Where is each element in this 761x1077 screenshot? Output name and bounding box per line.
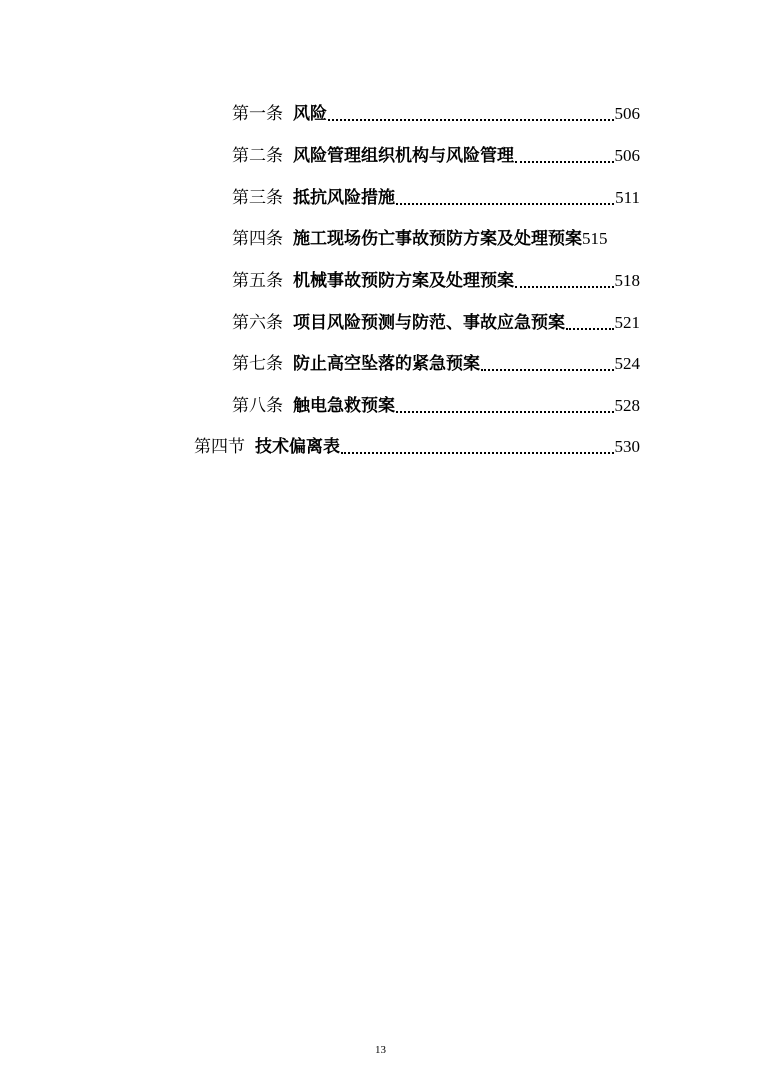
toc-entry-title: 施工现场伤亡事故预防方案及处理预案 (293, 229, 582, 249)
toc-entry-page: 506 (614, 104, 640, 123)
toc-entry-number: 第一条 (232, 104, 283, 124)
toc-entry-title: 防止高空坠落的紧急预案 (293, 354, 480, 374)
toc-entry-page: 528 (614, 396, 640, 415)
toc-entry-number: 第四节 (194, 437, 245, 457)
toc-dot-leader (396, 411, 614, 413)
toc-entry[interactable] (232, 179, 640, 209)
toc-entry-title: 触电急救预案 (293, 396, 395, 416)
toc-entry[interactable] (232, 262, 640, 292)
toc-entry[interactable] (232, 220, 640, 250)
page-number: 13 (375, 1044, 386, 1056)
toc-entry-number: 第二条 (232, 146, 283, 166)
toc-dot-leader (515, 161, 614, 163)
toc-entry-number: 第五条 (232, 271, 283, 291)
toc-entry-number: 第六条 (232, 313, 283, 333)
toc-entry-page: 515 (582, 229, 608, 248)
toc-entry-title: 项目风险预测与防范、事故应急预案 (293, 313, 565, 333)
toc-dot-leader (341, 452, 614, 454)
toc-entry-page: 506 (614, 146, 640, 165)
toc-dot-leader (566, 328, 614, 330)
toc-entry[interactable] (232, 137, 640, 167)
toc-entry[interactable] (232, 345, 640, 375)
toc-dot-leader (481, 369, 614, 371)
toc-entry-title: 技术偏离表 (255, 437, 340, 457)
toc-entry-title: 风险管理组织机构与风险管理 (293, 146, 514, 166)
toc-entry-number: 第四条 (232, 229, 283, 249)
toc-dot-leader (396, 203, 614, 205)
toc-dot-leader (515, 286, 614, 288)
toc-entry-number: 第三条 (232, 188, 283, 208)
toc-entry[interactable] (232, 304, 640, 334)
toc-entry-page: 524 (614, 354, 640, 373)
toc-entry-page: 521 (614, 313, 640, 332)
toc-dot-leader (328, 119, 614, 121)
toc-entry-title: 风险 (293, 104, 327, 124)
toc-entry-number: 第八条 (232, 396, 283, 416)
toc-entry-page: 518 (614, 271, 640, 290)
toc-entry-number: 第七条 (232, 354, 283, 374)
toc-entry-page: 530 (614, 437, 640, 456)
toc-entry[interactable] (232, 387, 640, 417)
toc-entry[interactable] (232, 95, 640, 125)
toc-entry-title: 抵抗风险措施 (293, 188, 395, 208)
toc-entry-title: 机械事故预防方案及处理预案 (293, 271, 514, 291)
toc-entry-page: 511 (615, 188, 640, 207)
toc-entry-section[interactable] (194, 428, 640, 458)
